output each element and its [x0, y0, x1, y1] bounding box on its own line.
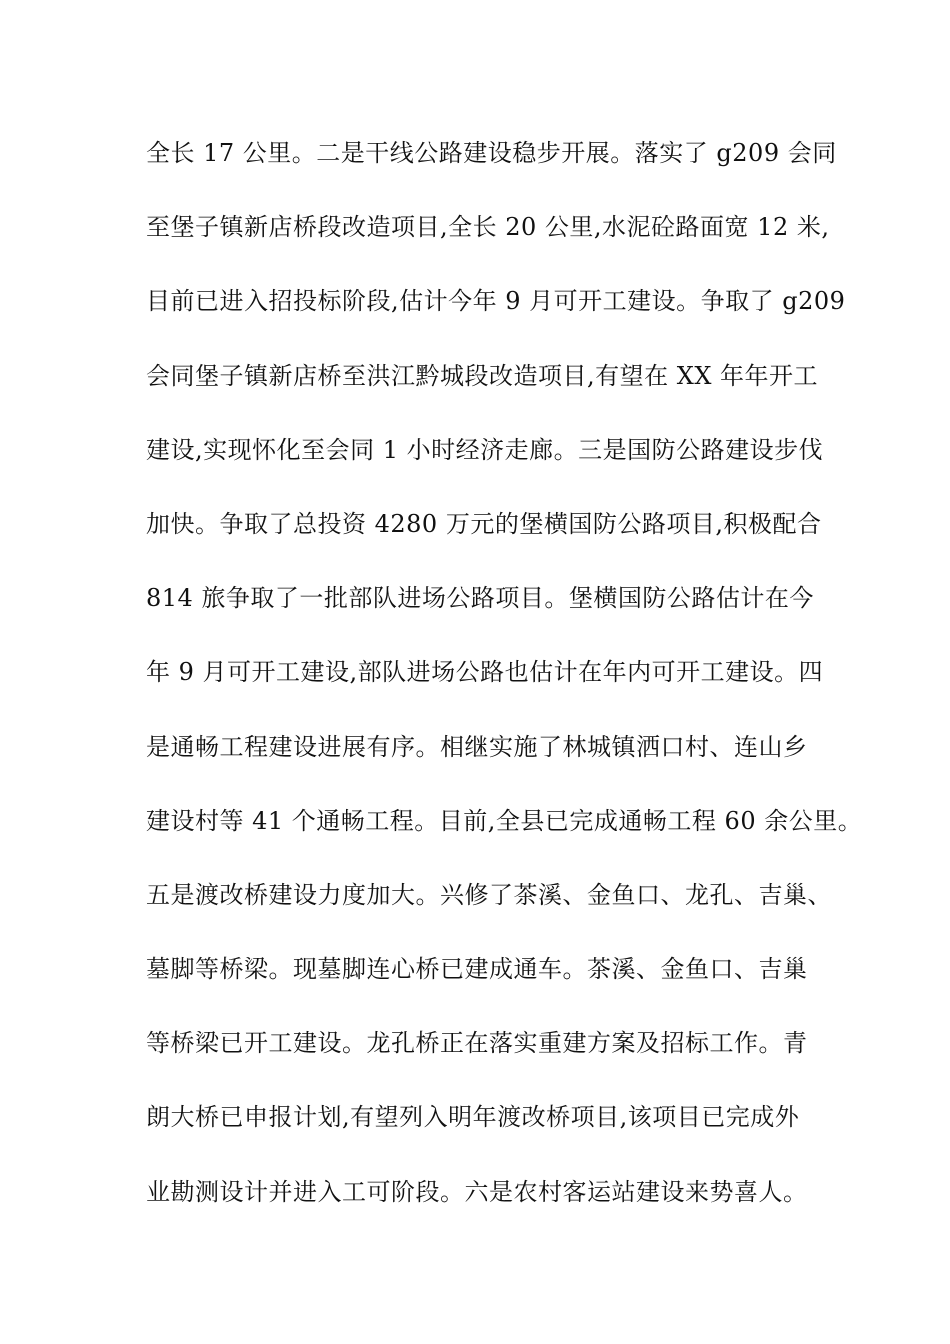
text-line-14: 朗大桥已申报计划,有望列入明年渡改桥项目,该项目已完成外	[146, 1103, 800, 1132]
text-line-1: 全长 17 公里。二是干线公路建设稳步开展。落实了 g209 会同	[146, 139, 837, 167]
text-line-8: 年 9 月可开工建设,部队进场公路也估计在年内可开工建设。四	[146, 658, 824, 687]
text-line-5: 建设,实现怀化至会同 1 小时经济走廊。三是国防公路建设步伐	[146, 435, 824, 464]
text-line-15: 业勘测设计并进入工可阶段。六是农村客运站建设来势喜人。	[146, 1177, 808, 1206]
text-line-12: 墓脚等桥梁。现墓脚连心桥已建成通车。茶溪、金鱼口、吉巢	[146, 955, 808, 984]
text-line-7: 814 旅争取了一批部队进场公路项目。堡横国防公路估计在今	[146, 584, 814, 613]
text-line-4: 会同堡子镇新店桥至洪江黔城段改造项目,有望在 XX 年年开工	[146, 361, 819, 390]
text-line-10: 建设村等 41 个通畅工程。目前,全县已完成通畅工程 60 余公里。	[146, 806, 863, 835]
text-line-13: 等桥梁已开工建设。龙孔桥正在落实重建方案及招标工作。青	[146, 1029, 808, 1058]
text-line-6: 加快。争取了总投资 4280 万元的堡横国防公路项目,积极配合	[146, 509, 822, 538]
text-line-3: 目前已进入招投标阶段,估计今年 9 月可开工建设。争取了 g209	[146, 287, 846, 316]
body-text	[146, 128, 863, 1241]
text-line-9: 是通畅工程建设进展有序。相继实施了林城镇洒口村、连山乡	[146, 732, 808, 761]
text-line-2: 至堡子镇新店桥段改造项目,全长 20 公里,水泥砼路面宽 12 米,	[146, 213, 830, 242]
text-line-11: 五是渡改桥建设力度加大。兴修了茶溪、金鱼口、龙孔、吉巢、	[146, 880, 832, 909]
